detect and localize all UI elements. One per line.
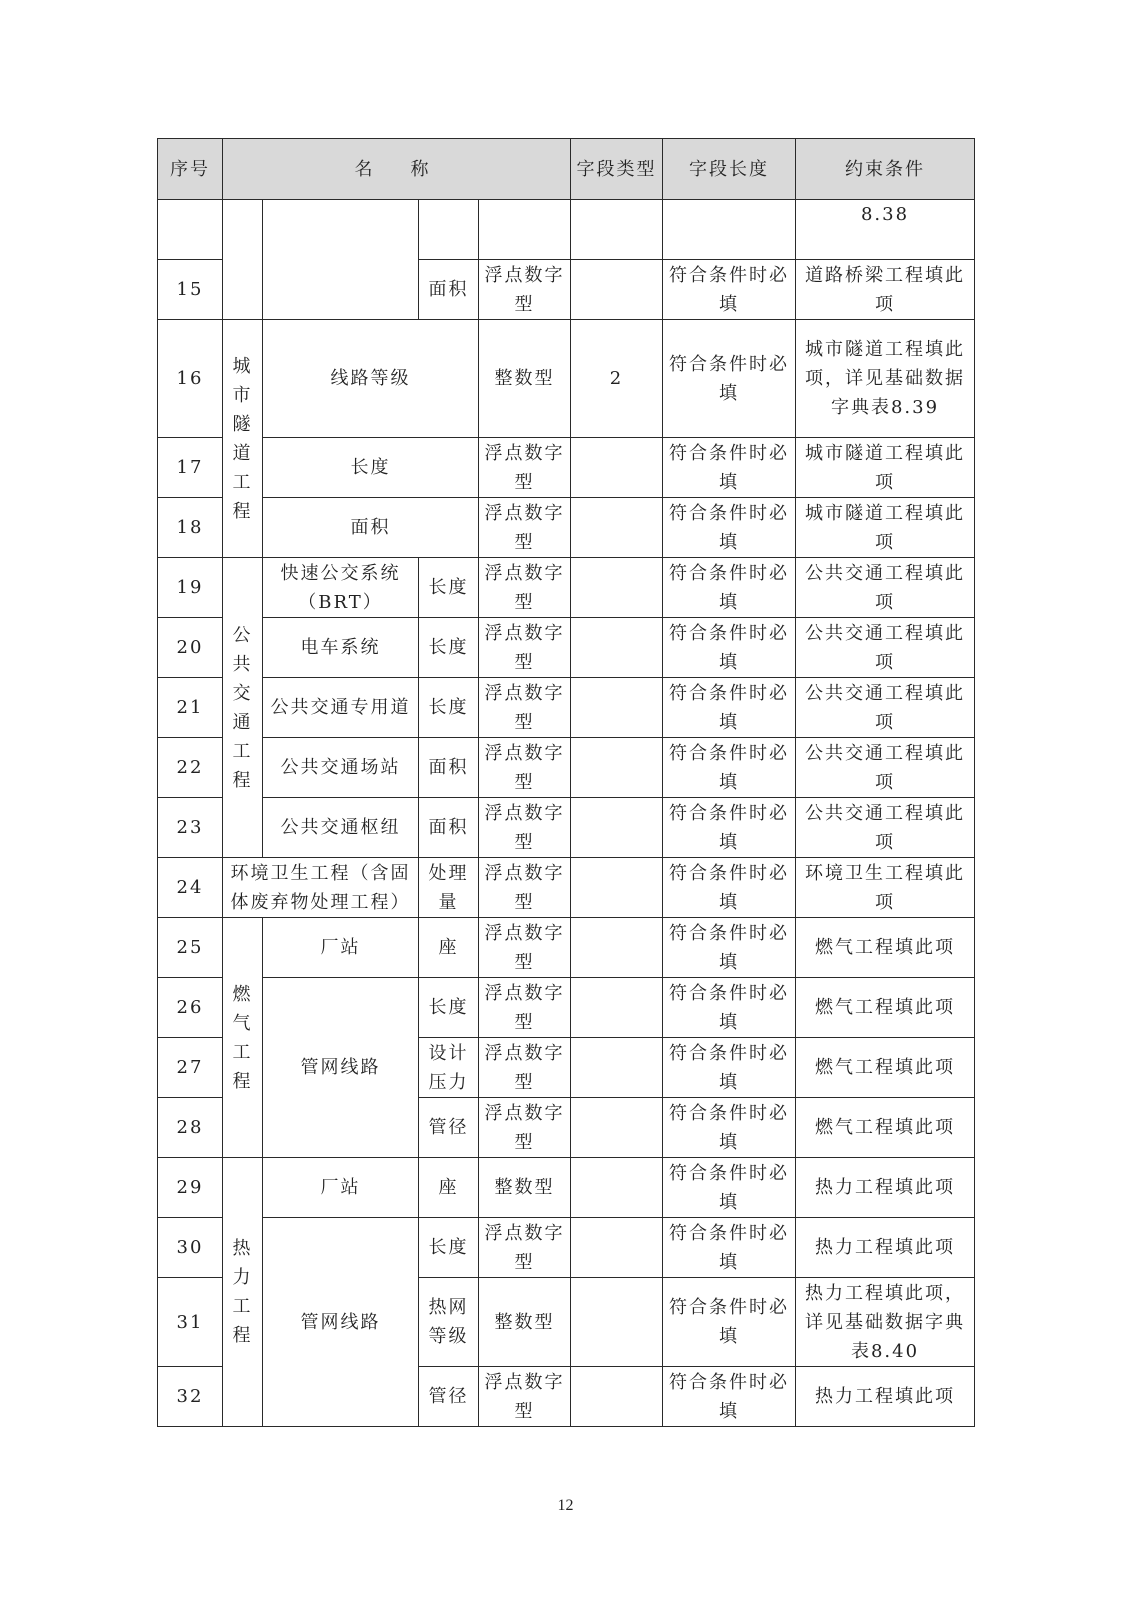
seq-cell: 16	[158, 320, 223, 438]
desc-cell: 道路桥梁工程填此项	[796, 260, 975, 320]
constraint-cell: 符合条件时必填	[663, 320, 796, 438]
constraint-cell: 符合条件时必填	[663, 858, 796, 918]
attr-cell: 面积	[419, 738, 479, 798]
constraint-cell: 符合条件时必填	[663, 260, 796, 320]
type-cell	[479, 200, 571, 260]
group-cell-road-bridge	[223, 200, 263, 320]
attr-cell: 面积	[419, 798, 479, 858]
seq-cell: 18	[158, 498, 223, 558]
type-cell: 浮点数字型	[479, 738, 571, 798]
table-row	[158, 498, 975, 558]
attr-cell: 长度	[419, 978, 479, 1038]
desc-cell: 公共交通工程填此项	[796, 678, 975, 738]
length-cell	[571, 200, 663, 260]
desc-cell: 燃气工程填此项	[796, 1098, 975, 1158]
table-row	[158, 200, 975, 260]
seq-cell: 24	[158, 858, 223, 918]
type-cell: 整数型	[479, 1158, 571, 1218]
length-cell	[571, 1098, 663, 1158]
attr-cell: 长度	[419, 558, 479, 618]
constraint-cell: 符合条件时必填	[663, 1038, 796, 1098]
type-cell: 浮点数字型	[479, 978, 571, 1038]
length-cell	[571, 438, 663, 498]
type-cell: 浮点数字型	[479, 1038, 571, 1098]
desc-cell: 公共交通工程填此项	[796, 618, 975, 678]
name-cell: 厂站	[263, 1158, 419, 1218]
name-cell: 公共交通枢纽	[263, 798, 419, 858]
type-cell: 浮点数字型	[479, 858, 571, 918]
attr-cell: 座	[419, 918, 479, 978]
header-field-type: 字段类型	[571, 139, 663, 200]
type-cell: 浮点数字型	[479, 1218, 571, 1278]
desc-cell: 城市隧道工程填此项	[796, 498, 975, 558]
length-cell	[571, 738, 663, 798]
seq-cell: 21	[158, 678, 223, 738]
length-cell	[571, 558, 663, 618]
table-row	[158, 858, 975, 918]
seq-cell: 23	[158, 798, 223, 858]
name-cell: 面积	[263, 498, 479, 558]
type-cell: 浮点数字型	[479, 798, 571, 858]
attr-cell: 长度	[419, 618, 479, 678]
attr-cell: 面积	[419, 260, 479, 320]
constraint-cell: 符合条件时必填	[663, 918, 796, 978]
desc-cell: 城市隧道工程填此项，详见基础数据字典表8.39	[796, 320, 975, 438]
desc-cell: 环境卫生工程填此项	[796, 858, 975, 918]
constraint-cell: 符合条件时必填	[663, 1158, 796, 1218]
name-cell: 环境卫生工程（含固体废弃物处理工程）	[223, 858, 419, 918]
table-row	[158, 438, 975, 498]
table-row	[158, 558, 975, 618]
header-name: 名 称	[223, 139, 571, 200]
name-cell: 厂站	[263, 918, 419, 978]
group-cell-transit: 公共交通工程	[223, 558, 263, 858]
table-row	[158, 678, 975, 738]
name-cell: 快速公交系统（BRT）	[263, 558, 419, 618]
desc-cell: 城市隧道工程填此项	[796, 438, 975, 498]
desc-cell: 热力工程填此项	[796, 1218, 975, 1278]
type-cell: 浮点数字型	[479, 558, 571, 618]
desc-cell: 热力工程填此项，详见基础数据字典表8.40	[796, 1278, 975, 1367]
name-cell: 线路等级	[263, 320, 479, 438]
seq-cell: 26	[158, 978, 223, 1038]
seq-cell: 17	[158, 438, 223, 498]
type-cell: 浮点数字型	[479, 1098, 571, 1158]
name-cell: 长度	[263, 438, 479, 498]
length-cell	[571, 918, 663, 978]
constraint-cell: 符合条件时必填	[663, 1098, 796, 1158]
seq-cell: 28	[158, 1098, 223, 1158]
type-cell: 浮点数字型	[479, 438, 571, 498]
length-cell	[571, 260, 663, 320]
length-cell	[571, 498, 663, 558]
type-cell: 浮点数字型	[479, 678, 571, 738]
seq-cell: 20	[158, 618, 223, 678]
constraint-cell: 符合条件时必填	[663, 1367, 796, 1427]
constraint-cell: 符合条件时必填	[663, 738, 796, 798]
name-cell: 电车系统	[263, 618, 419, 678]
name-cell	[263, 200, 419, 320]
desc-cell: 燃气工程填此项	[796, 978, 975, 1038]
length-cell	[571, 1158, 663, 1218]
desc-cell: 公共交通工程填此项	[796, 738, 975, 798]
table-header-row	[158, 139, 975, 200]
length-cell	[571, 1038, 663, 1098]
constraint-cell: 符合条件时必填	[663, 798, 796, 858]
constraint-cell: 符合条件时必填	[663, 498, 796, 558]
header-seq: 序号	[158, 139, 223, 200]
desc-cell: 8.38	[796, 200, 975, 260]
constraint-cell	[663, 200, 796, 260]
length-cell	[571, 618, 663, 678]
desc-cell: 热力工程填此项	[796, 1158, 975, 1218]
desc-cell: 公共交通工程填此项	[796, 798, 975, 858]
attr-cell: 长度	[419, 1218, 479, 1278]
type-cell: 浮点数字型	[479, 918, 571, 978]
table-row	[158, 918, 975, 978]
attr-cell: 管径	[419, 1367, 479, 1427]
table-row	[158, 978, 975, 1038]
attr-cell: 设计压力	[419, 1038, 479, 1098]
name-cell: 公共交通场站	[263, 738, 419, 798]
length-cell	[571, 978, 663, 1038]
length-cell	[571, 1278, 663, 1367]
length-cell	[571, 1218, 663, 1278]
constraint-cell: 符合条件时必填	[663, 678, 796, 738]
table-row	[158, 1218, 975, 1278]
type-cell: 浮点数字型	[479, 498, 571, 558]
seq-cell: 32	[158, 1367, 223, 1427]
seq-cell: 30	[158, 1218, 223, 1278]
page-number: 12	[557, 1497, 574, 1514]
seq-cell: 29	[158, 1158, 223, 1218]
type-cell: 整数型	[479, 1278, 571, 1367]
seq-cell	[158, 200, 223, 260]
desc-cell: 燃气工程填此项	[796, 918, 975, 978]
attr-cell: 处理量	[419, 858, 479, 918]
attr-cell: 管径	[419, 1098, 479, 1158]
seq-cell: 25	[158, 918, 223, 978]
type-cell: 浮点数字型	[479, 1367, 571, 1427]
table-row	[158, 320, 975, 438]
field-definition-table	[157, 138, 975, 1427]
constraint-cell: 符合条件时必填	[663, 618, 796, 678]
header-field-length: 字段长度	[663, 139, 796, 200]
seq-cell: 22	[158, 738, 223, 798]
type-cell: 整数型	[479, 320, 571, 438]
type-cell: 浮点数字型	[479, 618, 571, 678]
attr-cell: 热网等级	[419, 1278, 479, 1367]
constraint-cell: 符合条件时必填	[663, 978, 796, 1038]
table-row	[158, 738, 975, 798]
length-cell: 2	[571, 320, 663, 438]
seq-cell: 19	[158, 558, 223, 618]
type-cell: 浮点数字型	[479, 260, 571, 320]
length-cell	[571, 678, 663, 738]
name-cell-gas-pipeline: 管网线路	[263, 978, 419, 1158]
constraint-cell: 符合条件时必填	[663, 1278, 796, 1367]
table-row	[158, 618, 975, 678]
attr-cell	[419, 200, 479, 260]
desc-cell: 公共交通工程填此项	[796, 558, 975, 618]
length-cell	[571, 798, 663, 858]
name-cell: 公共交通专用道	[263, 678, 419, 738]
name-cell-heat-pipeline: 管网线路	[263, 1218, 419, 1427]
seq-cell: 31	[158, 1278, 223, 1367]
desc-cell: 燃气工程填此项	[796, 1038, 975, 1098]
length-cell	[571, 1367, 663, 1427]
seq-cell: 27	[158, 1038, 223, 1098]
group-cell-heat: 热力工程	[223, 1158, 263, 1427]
table-row	[158, 798, 975, 858]
constraint-cell: 符合条件时必填	[663, 558, 796, 618]
constraint-cell: 符合条件时必填	[663, 438, 796, 498]
attr-cell: 座	[419, 1158, 479, 1218]
length-cell	[571, 858, 663, 918]
attr-cell: 长度	[419, 678, 479, 738]
constraint-cell: 符合条件时必填	[663, 1218, 796, 1278]
table-row	[158, 1158, 975, 1218]
seq-cell: 15	[158, 260, 223, 320]
group-cell-gas: 燃气工程	[223, 918, 263, 1158]
group-cell-tunnel: 城市隧道工程	[223, 320, 263, 558]
desc-cell: 热力工程填此项	[796, 1367, 975, 1427]
header-constraint: 约束条件	[796, 139, 975, 200]
